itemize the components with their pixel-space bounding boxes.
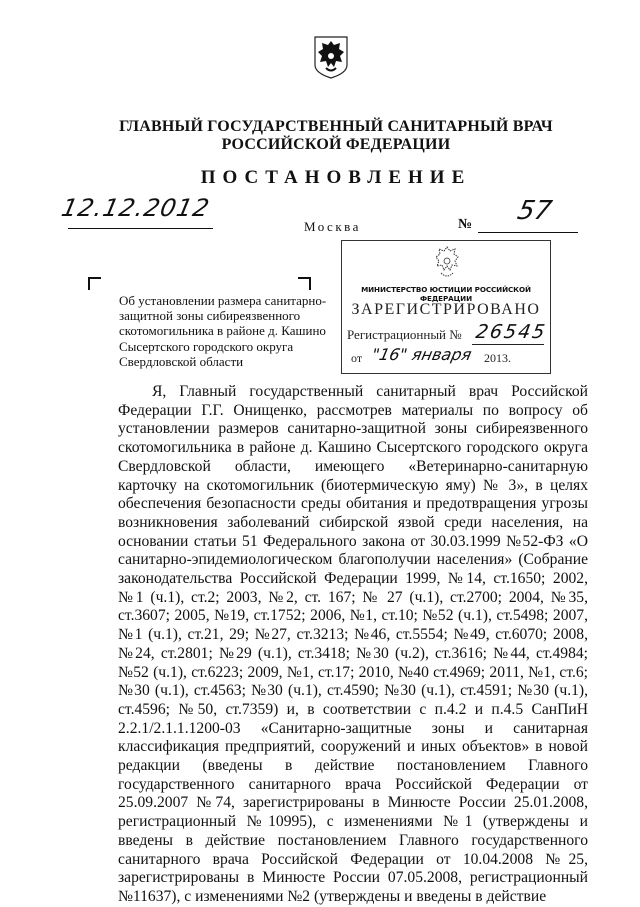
stamp-from-year: 2013. <box>484 351 511 365</box>
number-underline <box>478 232 578 233</box>
number-label: № <box>458 217 473 232</box>
issuer-title-line2: РОССИЙСКОЙ ФЕДЕРАЦИИ <box>221 136 451 153</box>
issuer-title-line1: ГЛАВНЫЙ ГОСУДАРСТВЕННЫЙ САНИТАРНЫЙ ВРАЧ <box>119 118 553 135</box>
subject-bracket-left <box>88 277 101 290</box>
stamp-reg-label: Регистрационный № <box>347 327 462 342</box>
city: Москва <box>304 219 361 234</box>
stamp-coat-of-arms-icon <box>432 243 462 283</box>
document-number: 57 <box>514 196 555 226</box>
subject-bracket-right <box>298 277 311 290</box>
stamp-from-date: "16" января <box>369 345 474 364</box>
stamp-ministry: МИНИСТЕРСТВО ЮСТИЦИИ РОССИЙСКОЙ ФЕДЕРАЦИИ <box>361 285 531 303</box>
date-underline <box>68 228 213 229</box>
document-date: 12.12.2012 <box>59 194 213 222</box>
document-type-title: ПОСТАНОВЛЕНИЕ <box>200 167 472 188</box>
stamp-reg-underline <box>472 344 544 345</box>
stamp-status: ЗАРЕГИСТРИРОВАНО <box>351 301 541 318</box>
stamp-from-label: от <box>351 351 363 365</box>
document-body: Я, Главный государственный санитарный врач Российской Федерации Г.Г. Онищенко, рассмотрев материалы по вопросу об установлении размеров санитарно-защитной зоны сибиреязвенного скотомогильника в районе д. Кашино Сысертского городского округа Свердловской области, имеющего «Ветеринарно-санитарную карточку на скотомогильник (биотермическую яму) № 3», в целях обеспечения безопасности среды обитания и предотвращения угрозы возникновения заболеваний сибирской язвой среди населения, на основании статьи 51 Федерального закона от 30.03.1999 №52-ФЗ «О санитарно-эпидемиологическом благополучии населения» (Собрание законодательства Российской Федерации 1999, №14, ст.1650; 2002, №1 (ч.1), ст.2; 2003, №2, ст. 167; № 27 (ч.1), ст.2700; 2004, №35, ст.3607; 2005, №19, ст.1752; 2006, №1, ст.10; №52 (ч.1), ст.5498; 2007, №1 (ч.1), ст.21, 29; №27, ст.3213; №46, ст.5554; №49, ст.6070; 2008, №24, ст.2801; №29 (ч.1), ст.3418; №30 (ч.2), ст.3616; №44, ст.4984; №52 (ч.1), ст.6223; 2009, №1, ст.17; 2010, №40 ст.4969; 2011, №1, ст.6; №30 (ч.1), ст.4563; №30 (ч.1), ст.4590; №30 (ч.1), ст.4591; №30 (ч.1), ст.4596; №50, ст.7359) и, в соответствии с п.4.2 и п.4.5 СанПиН 2.2.1/2.1.1.1200-03 «Санитарно-защитные зоны и санитарная классификация предприятий, сооружений и иных объектов» в новой редакции (введены в действие постановлением Главного государственного санитарного врача Российской Федерации от 25.09.2007 №74, зарегистрированы в Минюсте России 25.01.2008, регистрационный №10995), с изменениями №1 (утверждены и введены в действие постановлением Главного государственного санитарного врача Российской Федерации от 10.04.2008 №25, зарегистрированы в Минюсте России 07.05.2008, регистрационный №11637), с изменениями №2 (утверждены и введены в действие <box>118 383 588 905</box>
stamp-reg-number: 26545 <box>474 321 549 343</box>
registration-stamp <box>341 240 551 374</box>
document-subject: Об установлении размера санитарно-защитной зоны сибиреязвенного скотомогильника в районе д. Кашино Сысертского городского округа Свердловской области <box>119 293 327 369</box>
coat-of-arms-icon <box>313 35 349 79</box>
